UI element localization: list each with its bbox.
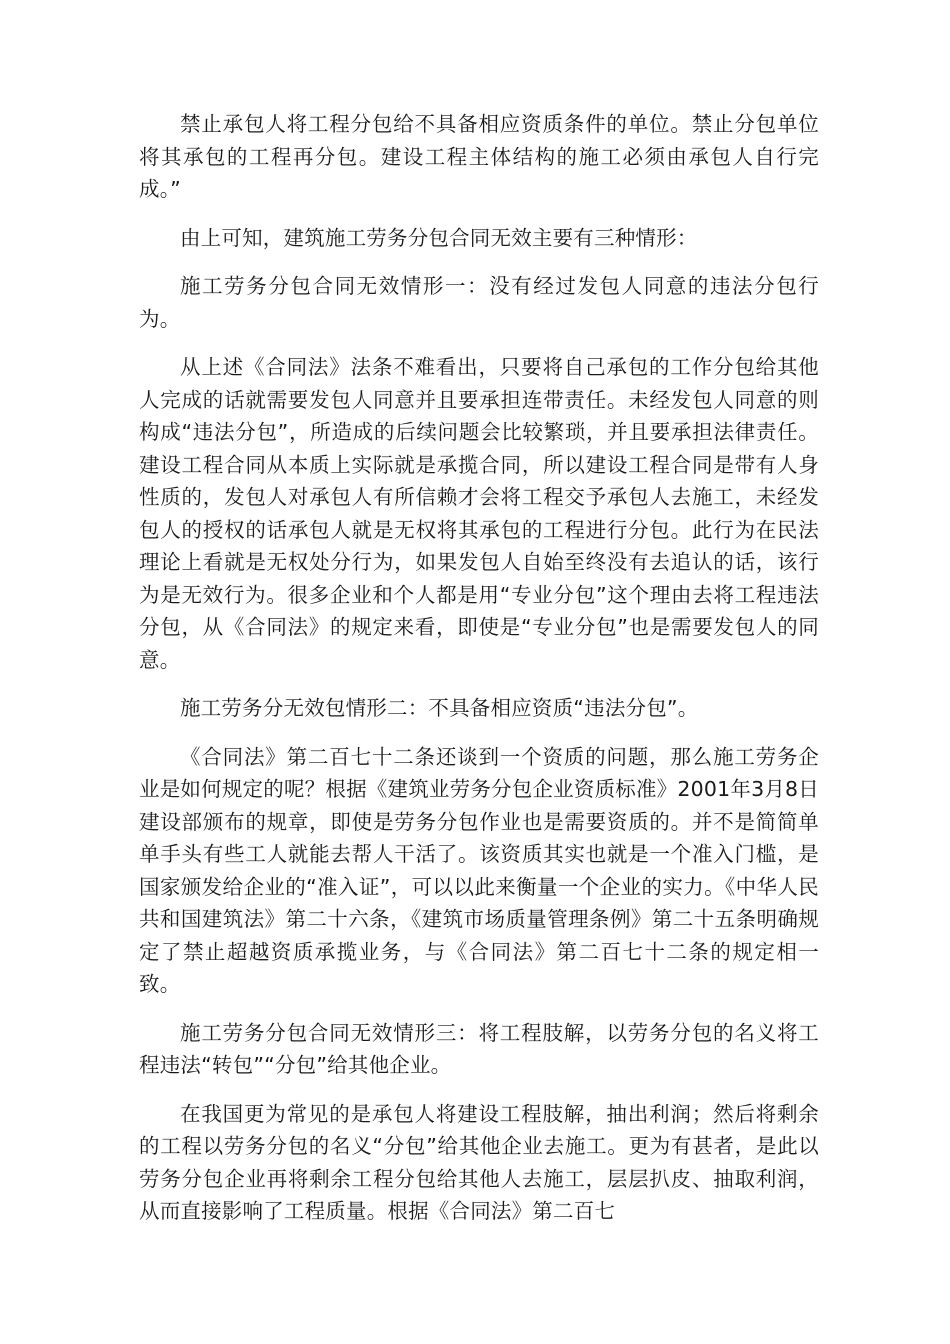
paragraph-3: 施工劳务分包合同无效情形一：没有经过发包人同意的违法分包行为。 [139, 274, 819, 331]
paragraph-5: 施工劳务分无效包情形二：不具备相应资质“违法分包”。 [180, 696, 699, 720]
paragraph-6: 《合同法》第二百七十二条还谈到一个资质的问题，那么施工劳务企业是如何规定的呢？根据《建筑业劳务分包企业资质标准》2001年3月8日建设部颁布的规章，即使是劳务分包作业也是需要资质的。并不是简简单单手头有些工人就能去帮人干活了。该资质其实也就是一个准入门槛，是国家颁发给企业的“准入证”，可以以此来衡量一个企业的实力。《中华人民共和国建筑法》第二十六条，《建筑市场质量管理条例》第二十五条明确规定了禁止超越资质承揽业务，与《合同法》第二百七十二条的规定相一致。 [139, 744, 819, 996]
paragraph-2: 由上可知，建筑施工劳务分包合同无效主要有三种情形： [180, 225, 698, 250]
document-body [139, 108, 819, 1244]
paragraph-1: 禁止承包人将工程分包给不具备相应资质条件的单位。禁止分包单位将其承包的工程再分包。建设工程主体结构的施工必须由承包人自行完成。” [139, 112, 819, 201]
paragraph-7: 施工劳务分包合同无效情形三：将工程肢解，以劳务分包的名义将工程违法“转包”“分包”给其他企业。 [139, 1020, 819, 1077]
paragraph-8: 在我国更为常见的是承包人将建设工程肢解，抽出利润；然后将剩余的工程以劳务分包的名义“分包”给其他企业去施工。更为有甚者，是此以劳务分包企业再将剩余工程分包给其他人去施工，层层扒皮、抽取利润，从而直接影响了工程质量。根据《合同法》第二百七 [139, 1101, 819, 1223]
paragraph-4: 从上述《合同法》法条不难看出，只要将自己承包的工作分包给其他人完成的话就需要发包人同意并且要承担连带责任。未经发包人同意的则构成“违法分包”，所造成的后续问题会比较繁琐，并且要承担法律责任。建设工程合同从本质上实际就是承揽合同，所以建设工程合同是带有人身性质的，发包人对承包人有所信赖才会将工程交予承包人去施工，未经发包人的授权的话承包人就是无权将其承包的工程进行分包。此行为在民法理论上看就是无权处分行为，如果发包人自始至终没有去追认的话，该行为是无效行为。很多企业和个人都是用“专业分包”这个理由去将工程违法分包，从《合同法》的规定来看，即使是“专业分包”也是需要发包人的同意。 [139, 355, 819, 672]
